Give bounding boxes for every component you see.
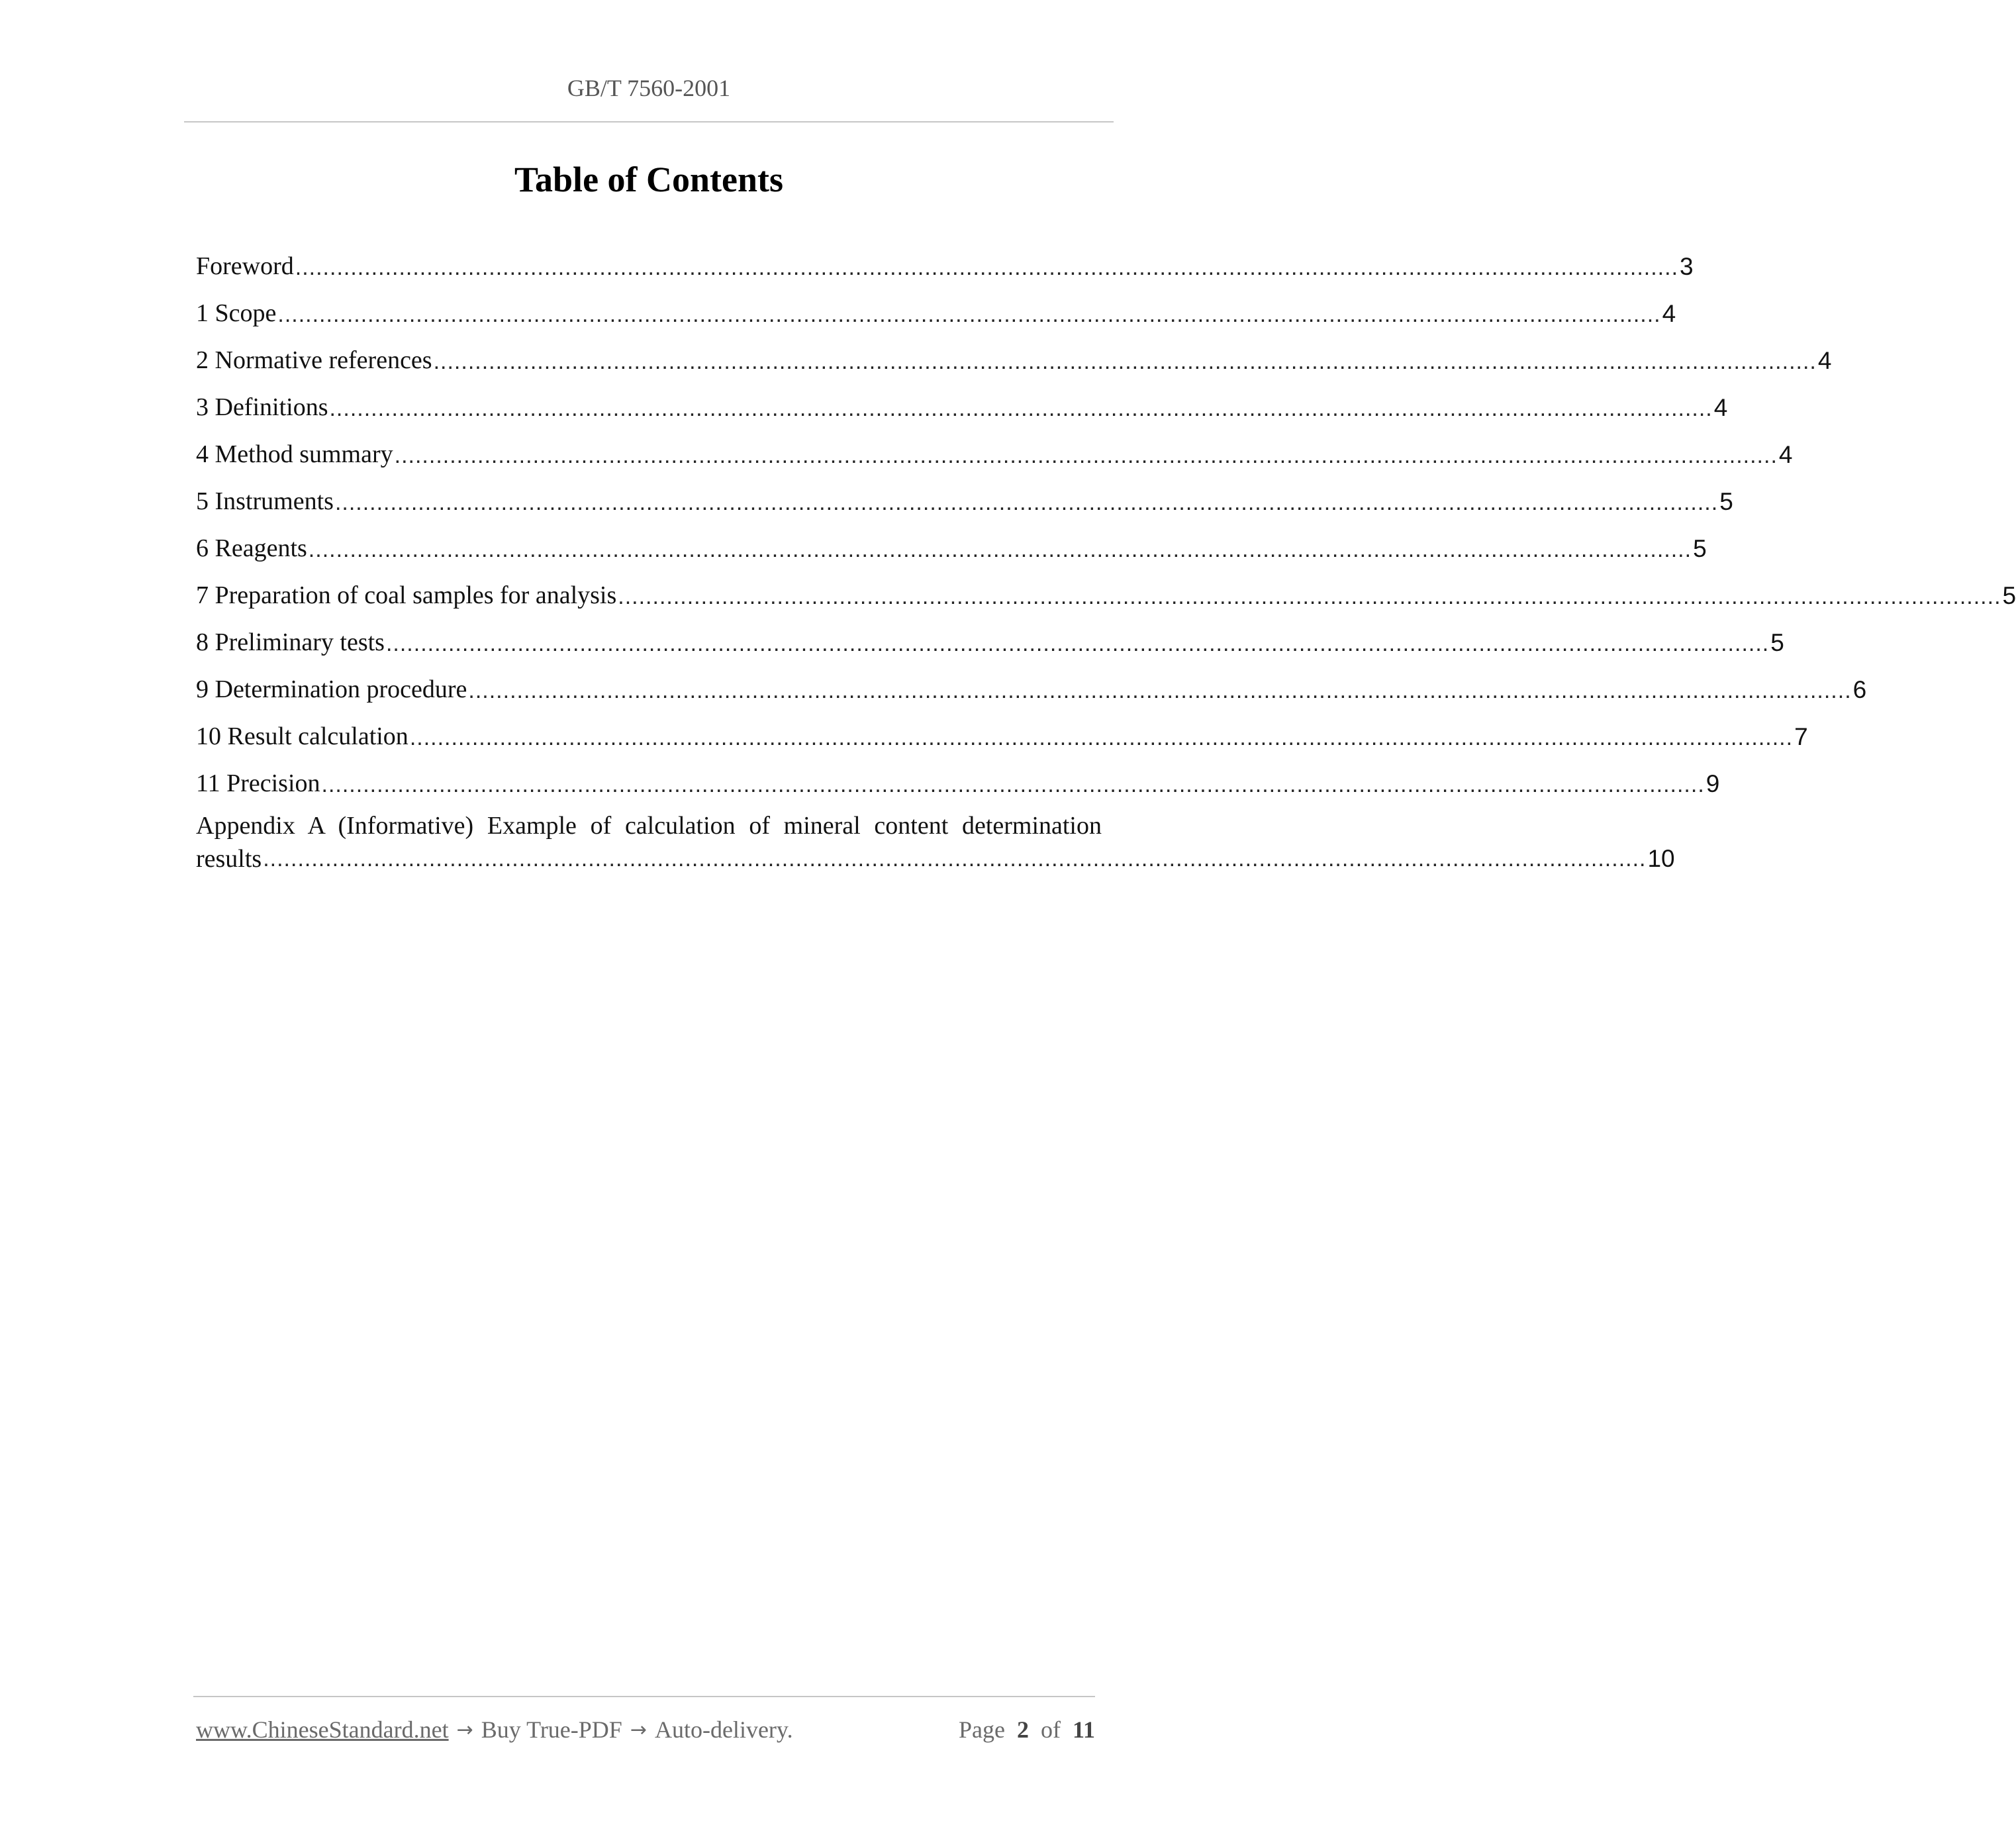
toc-title: Table of Contents [514, 160, 784, 199]
toc-entry-page-number: 5 [2002, 582, 2016, 609]
toc-entry[interactable] [196, 279, 1676, 327]
toc-dot-leader: ........................................................................................................................................................................................................ [263, 846, 1647, 871]
toc-entry-label: 3 Definitions [196, 393, 328, 421]
toc-entry-label: 7 Preparation of coal samples for analysis [196, 581, 617, 609]
toc-entry-label: 10 Result calculation [196, 722, 408, 750]
page-prefix: Page [959, 1716, 1005, 1743]
toc-dot-leader: ........................................................................................................................................................................................................ [277, 302, 1661, 327]
toc-entry-page-number: 4 [1778, 441, 1793, 468]
website-link[interactable]: www.ChineseStandard.net [196, 1716, 449, 1743]
toc-entry-page-number: 4 [1662, 300, 1676, 327]
toc-dot-leader: ........................................................................................................................................................................................................ [321, 772, 1705, 797]
table-of-contents [196, 232, 2016, 875]
toc-dot-leader: ........................................................................................................................................................................................................ [385, 631, 1770, 656]
total-page-count: 11 [1072, 1716, 1095, 1743]
toc-entry-list [196, 232, 2016, 797]
toc-entry-label: 4 Method summary [196, 440, 393, 468]
toc-entry[interactable] [196, 561, 2016, 609]
toc-entry-page-number: 5 [1770, 629, 1784, 656]
auto-delivery-text: Auto-delivery. [654, 1716, 793, 1743]
toc-dot-leader: ........................................................................................................................................................................................................ [295, 255, 1679, 280]
toc-entry-label: 9 Determination procedure [196, 675, 467, 703]
toc-entry-page-number: 6 [1852, 676, 1867, 703]
toc-entry-label: 1 Scope [196, 299, 277, 327]
toc-entry[interactable] [196, 749, 1720, 797]
buy-true-pdf-text: Buy True-PDF [481, 1716, 622, 1743]
toc-entry-page-number: 9 [1705, 770, 1720, 797]
toc-appendix-page-number: 10 [1647, 845, 1675, 872]
toc-entry[interactable] [196, 608, 1784, 656]
toc-entry-page-number: 4 [1713, 394, 1728, 421]
right-arrow-icon: → [630, 1718, 647, 1742]
toc-appendix-label-line1: Appendix A (Informative) Example of calculation of mineral content determination [196, 812, 1102, 840]
toc-dot-leader: ........................................................................................................................................................................................................ [433, 349, 1817, 374]
toc-entry[interactable] [196, 702, 1808, 750]
toc-entry-page-number: 5 [1719, 488, 1733, 515]
footer-divider [193, 1696, 1095, 1697]
page-of: of [1040, 1716, 1061, 1743]
toc-entry[interactable] [196, 373, 1728, 421]
toc-dot-leader: ........................................................................................................................................................................................................ [308, 537, 1692, 562]
toc-dot-leader: ........................................................................................................................................................................................................ [618, 584, 2001, 609]
right-arrow-icon: → [456, 1718, 473, 1742]
toc-entry[interactable] [196, 420, 1793, 468]
toc-appendix-label-line2: results [196, 845, 262, 873]
toc-dot-leader: ........................................................................................................................................................................................................ [329, 396, 1713, 421]
toc-entry[interactable] [196, 514, 1707, 562]
toc-entry[interactable] [196, 232, 1694, 280]
toc-entry-label: 5 Instruments [196, 487, 334, 515]
toc-entry-label: 11 Precision [196, 769, 320, 797]
page-footer [196, 1716, 1095, 1744]
toc-entry-page-number: 4 [1817, 347, 1832, 374]
current-page-number: 2 [1016, 1716, 1029, 1743]
toc-entry-label: Foreword [196, 252, 294, 280]
toc-entry-page-number: 7 [1794, 723, 1808, 750]
toc-entry-label: 8 Preliminary tests [196, 628, 385, 656]
toc-entry-page-number: 5 [1693, 535, 1707, 562]
toc-entry-page-number: 3 [1680, 253, 1694, 280]
toc-entry-appendix[interactable] [196, 809, 1675, 875]
toc-dot-leader: ........................................................................................................................................................................................................ [334, 490, 1719, 515]
toc-entry[interactable] [196, 326, 1832, 374]
header-divider [184, 121, 1114, 123]
page-indicator [959, 1716, 1095, 1744]
toc-entry-label: 2 Normative references [196, 346, 432, 374]
toc-entry-label: 6 Reagents [196, 534, 307, 562]
toc-dot-leader: ........................................................................................................................................................................................................ [468, 678, 1852, 703]
toc-dot-leader: ........................................................................................................................................................................................................ [409, 725, 1794, 750]
toc-entry[interactable] [196, 467, 1733, 515]
toc-entry[interactable] [196, 655, 1867, 703]
toc-dot-leader: ........................................................................................................................................................................................................ [394, 443, 1778, 468]
document-header: GB/T 7560-2001 [567, 75, 731, 101]
